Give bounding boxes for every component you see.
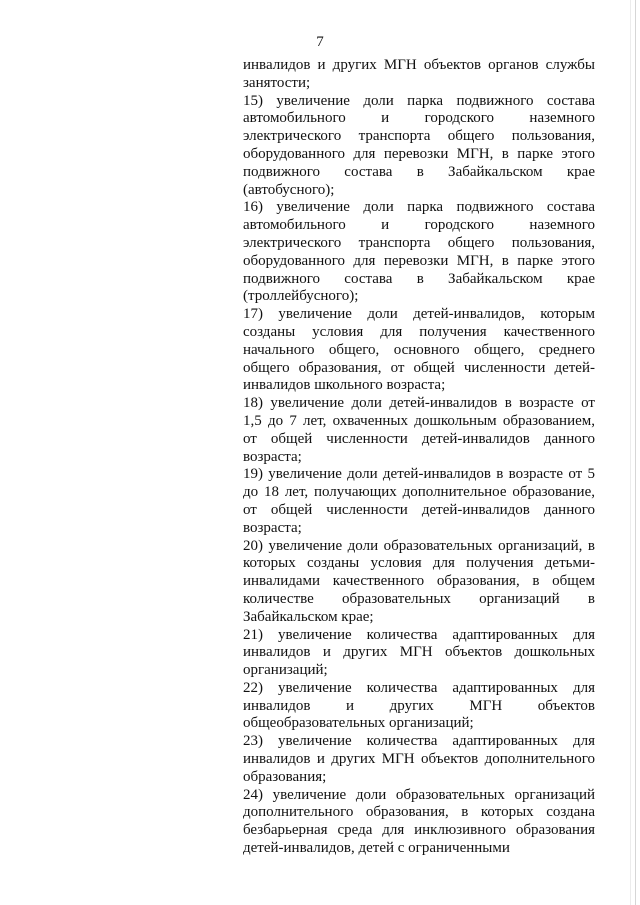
list-item-17: 17) увеличение доли детей-инвалидов, которым созданы условия для получения качественного начального общего, основного общего, среднего общего образования, от общей численности детей-инвалидов школьного возраста;: [243, 306, 595, 394]
list-item-16: 16) увеличение доли парка подвижного состава автомобильного и городского наземного электрического транспорта общего пользования, оборудованного для перевозки МГН, в парке этого подвижного состава в Забайкальском крае (троллейбусного);: [243, 199, 595, 305]
page-edge-shadow: [630, 0, 631, 905]
list-item-21: 21) увеличение количества адаптированных для инвалидов и других МГН объектов дошкольных организаций;: [243, 626, 595, 679]
document-body: [243, 57, 595, 858]
list-item-23: 23) увеличение количества адаптированных для инвалидов и других МГН объектов дополнительного образования;: [243, 733, 595, 785]
list-item-19: 19) увеличение доли детей-инвалидов в возрасте от 5 до 18 лет, получающих дополнительное образование, от общей численности детей-инвалидов данного возраста;: [243, 466, 595, 536]
page-number: 7: [316, 34, 324, 50]
list-item-15: 15) увеличение доли парка подвижного состава автомобильного и городского наземного электрического транспорта общего пользования, оборудованного для перевозки МГН, в парке этого подвижного состава в Забайкальском крае (автобусного);: [243, 92, 595, 198]
list-item-22: 22) увеличение количества адаптированных для инвалидов и других МГН объектов общеобразовательных организаций;: [243, 679, 595, 732]
list-item-20: 20) увеличение доли образовательных организаций, в которых созданы условия для получения детьми-инвалидами качественного образования, в общем количестве образовательных организаций в Забайкальском крае;: [243, 537, 595, 625]
list-item-18: 18) увеличение доли детей-инвалидов в возрасте от 1,5 до 7 лет, охваченных дошкольным образованием, от общей численности детей-инвалидов данного возраста;: [243, 395, 595, 465]
paragraph-continuation: инвалидов и других МГН объектов органов службы занятости;: [243, 57, 595, 91]
page-edge-line: [635, 0, 636, 905]
list-item-24: 24) увеличение доли образовательных организаций дополнительного образования, в которых создана безбарьерная среда для инклюзивного образования детей-инвалидов, детей с ограниченными: [243, 786, 595, 857]
